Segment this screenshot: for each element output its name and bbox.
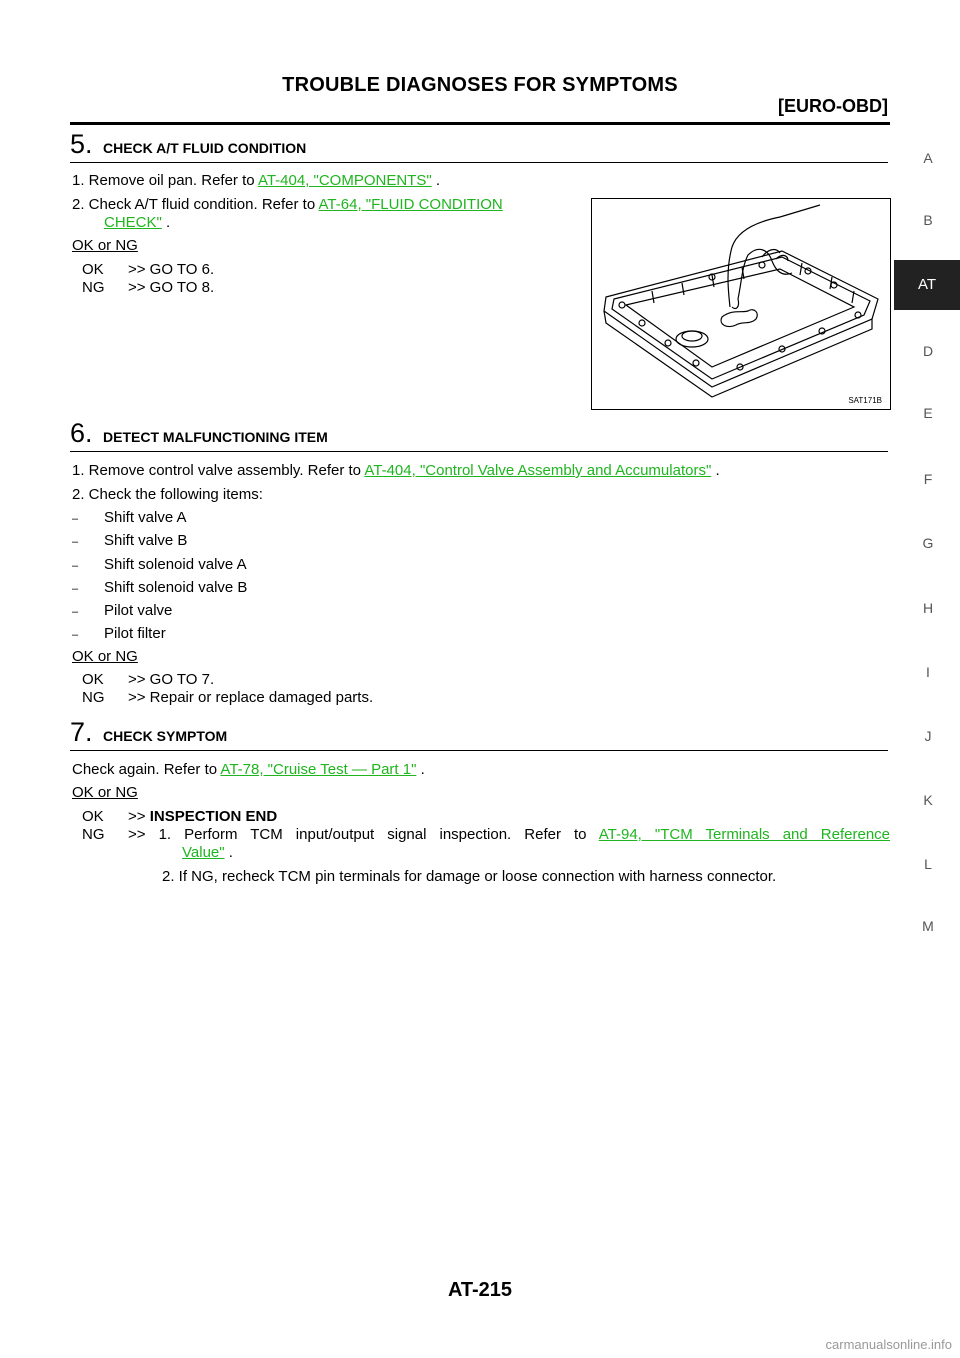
sec6-step1-text: 1. Remove control valve assembly. Refer to [72, 462, 365, 479]
sec6-ok-value: >> GO TO 7. [128, 671, 215, 688]
list-item [72, 532, 188, 551]
sec7-line-text: Check again. Refer to [72, 761, 221, 778]
sec5-step1-link[interactable]: AT-404, "COMPONENTS" [257, 172, 432, 189]
sec7-ng-end: . [224, 844, 233, 861]
page-header-title: TROUBLE DIAGNOSES FOR SYMPTOMS [282, 74, 678, 96]
section-7-number: 7. [70, 717, 93, 747]
dash-bullet: – [72, 536, 79, 548]
sec7-ng-link-cont[interactable]: Value" [182, 844, 225, 861]
sec5-step1-text: 1. Remove oil pan. Refer to [72, 172, 258, 189]
section-7-title: CHECK SYMPTOM [103, 728, 228, 744]
oil-pan-illustration [592, 199, 890, 409]
side-index-b[interactable]: B [923, 212, 933, 228]
sec7-ok-value [128, 808, 277, 826]
side-index-i[interactable]: I [926, 664, 930, 680]
sec5-step2-link-cont[interactable]: CHECK" [104, 214, 162, 231]
sec7-ng-text: >> 1. Perform TCM input/output signal inspection. Refer to [128, 826, 599, 843]
side-index-at-active[interactable]: AT [894, 260, 960, 310]
sec5-step1-end: . [431, 172, 441, 189]
page-header-subtitle: [EURO-OBD] [778, 96, 888, 116]
list-item [72, 556, 247, 575]
list-item [72, 579, 248, 598]
sec6-step2: 2. Check the following items: [72, 486, 263, 503]
figure-code: SAT171B [848, 396, 882, 405]
dash-bullet: – [72, 629, 79, 641]
side-index-m[interactable]: M [922, 918, 934, 934]
section-5-number: 5. [70, 129, 93, 159]
header-rule [70, 122, 890, 125]
sec6-ng-key: NG [82, 689, 105, 706]
section-7-heading [70, 716, 888, 751]
sec7-ng-key: NG [82, 826, 105, 843]
sec5-ng-value: >> GO TO 8. [128, 279, 215, 296]
sec6-ok-key: OK [82, 671, 104, 688]
dash-bullet: – [72, 583, 79, 595]
sec7-ng-step2: 2. If NG, recheck TCM pin terminals for damage or loose connection with harness connector. [162, 868, 777, 885]
list-item [72, 509, 187, 528]
section-5-heading [70, 128, 888, 163]
side-index-g[interactable]: G [922, 535, 934, 551]
sec5-ng-key: NG [82, 279, 105, 296]
section-6-number: 6. [70, 418, 93, 448]
section-6-title: DETECT MALFUNCTIONING ITEM [103, 429, 328, 445]
list-item-text: Pilot valve [104, 602, 173, 619]
sec7-ok-arrow: >> [128, 808, 146, 825]
list-item [72, 625, 166, 644]
list-item-text: Shift solenoid valve B [104, 579, 248, 596]
sec5-ok-value: >> GO TO 6. [128, 261, 215, 278]
sec6-ng-value: >> Repair or replace damaged parts. [128, 689, 374, 706]
sec7-ok-result: INSPECTION END [149, 808, 278, 825]
dash-bullet: – [72, 606, 79, 618]
sec5-ok-or-ng: OK or NG [72, 237, 138, 254]
side-index-l[interactable]: L [924, 856, 932, 872]
list-item-text: Shift solenoid valve A [104, 556, 247, 573]
section-6-heading [70, 417, 888, 452]
sec5-step2-text: 2. Check A/T fluid condition. Refer to [72, 196, 319, 213]
side-index-k[interactable]: K [923, 792, 933, 808]
side-index-j[interactable]: J [924, 728, 932, 744]
dash-bullet: – [72, 560, 79, 572]
sec5-step2 [72, 196, 503, 214]
sec7-ng-value [128, 826, 890, 844]
sec7-ng-cont [182, 844, 233, 862]
side-index-f[interactable]: F [923, 471, 933, 487]
sec7-ng-link[interactable]: AT-94, "TCM Terminals and Reference [598, 826, 891, 843]
side-index-e[interactable]: E [923, 405, 933, 421]
sec6-step1-end: . [711, 462, 720, 479]
sec7-ok-or-ng: OK or NG [72, 784, 138, 801]
sec7-line [72, 761, 425, 779]
oil-pan-figure [591, 198, 891, 410]
dash-bullet: – [72, 513, 79, 525]
list-item-text: Shift valve B [104, 532, 188, 549]
sec6-step1 [72, 462, 720, 480]
sec6-ok-or-ng: OK or NG [72, 648, 138, 665]
section-5-title: CHECK A/T FLUID CONDITION [103, 140, 307, 156]
sec5-ok-key: OK [82, 261, 104, 278]
sec5-step2-cont [104, 214, 170, 232]
sec5-step2-link[interactable]: AT-64, "FLUID CONDITION [318, 196, 503, 213]
sec6-step1-link[interactable]: AT-404, "Control Valve Assembly and Accumulators" [364, 462, 712, 479]
sec7-ok-key: OK [82, 808, 104, 825]
side-index-a[interactable]: A [923, 150, 933, 166]
list-item-text: Shift valve A [104, 509, 187, 526]
list-item-text: Pilot filter [104, 625, 166, 642]
page-number: AT-215 [447, 1279, 513, 1301]
sec7-link[interactable]: AT-78, "Cruise Test — Part 1" [220, 761, 417, 778]
sec7-line-end: . [416, 761, 425, 778]
sec5-step2-end: . [161, 214, 171, 231]
side-index-d[interactable]: D [922, 343, 934, 359]
side-index-h[interactable]: H [922, 600, 934, 616]
list-item [72, 602, 173, 621]
watermark: carmanualsonline.info [825, 1337, 952, 1352]
sec5-step1 [72, 172, 440, 190]
